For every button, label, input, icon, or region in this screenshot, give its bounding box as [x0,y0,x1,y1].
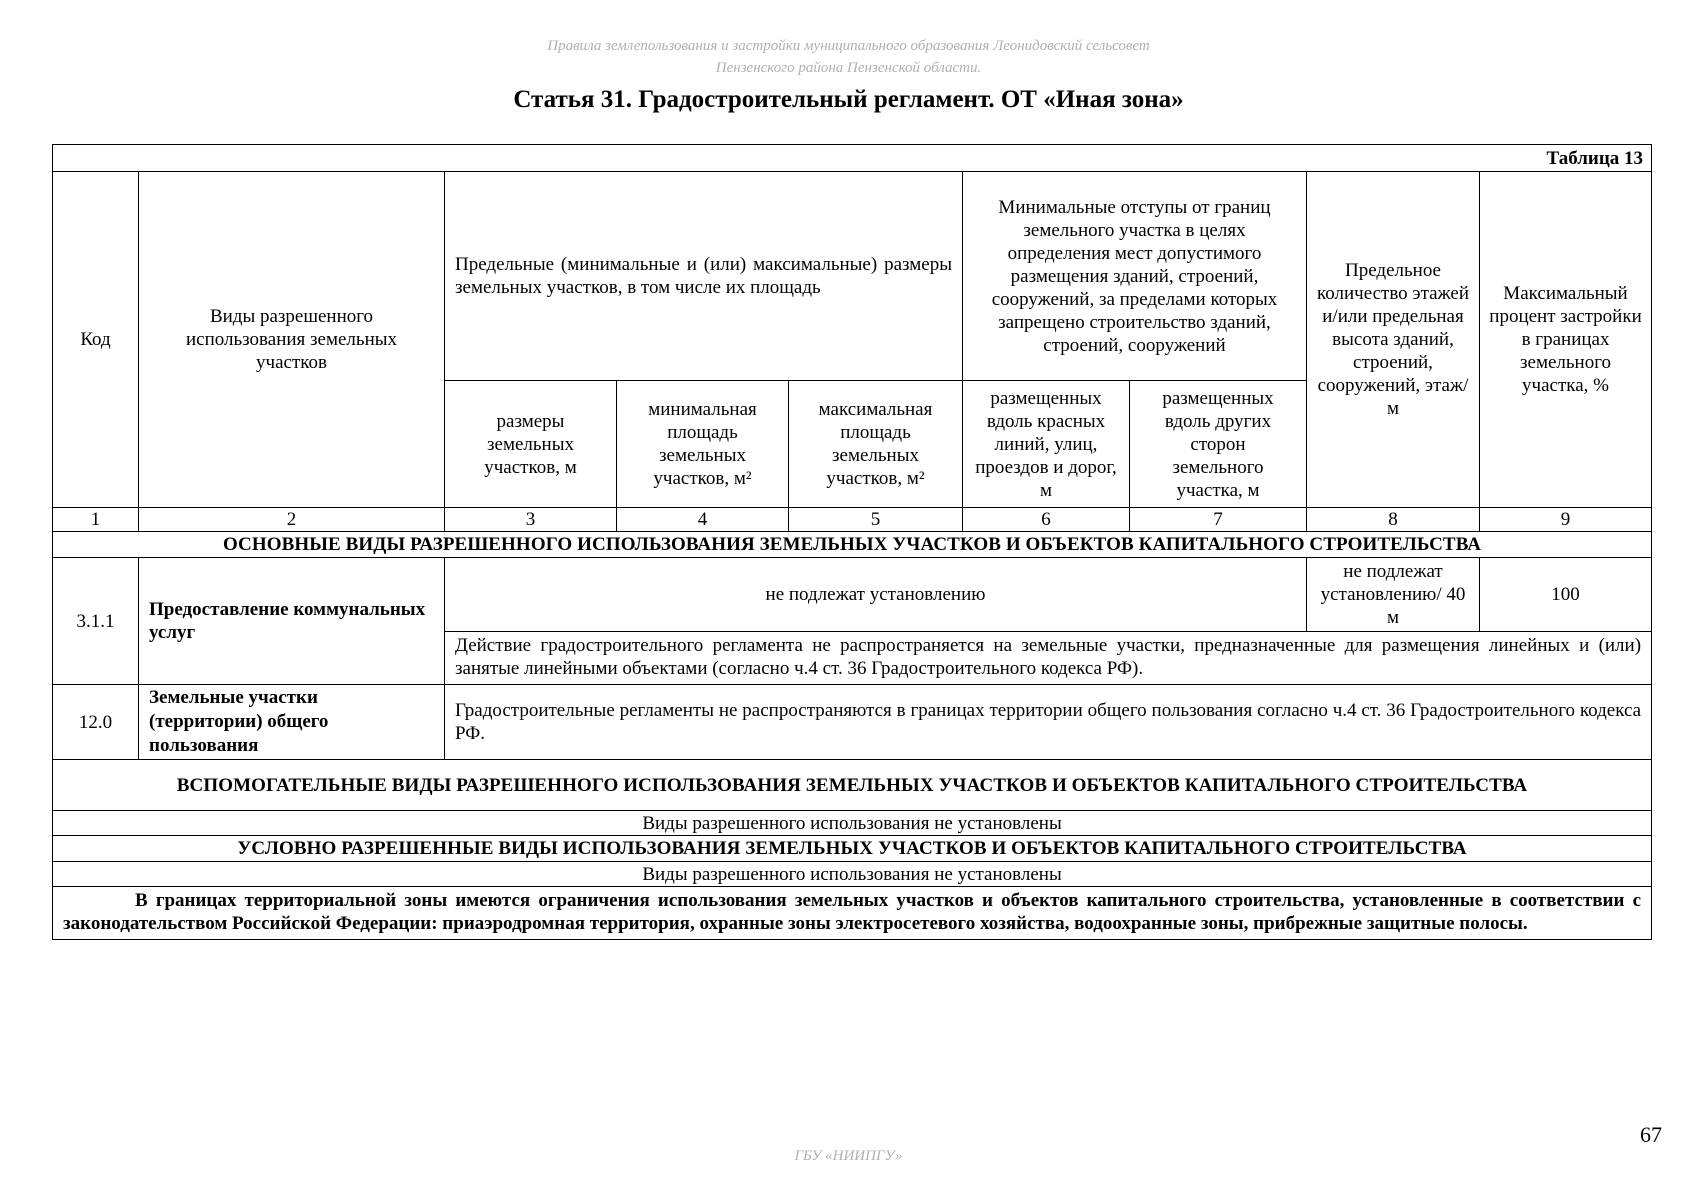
header-sub-max-area: максимальная площадь земельных участков, м² [789,381,963,508]
table-row [53,685,1652,760]
col-number: 9 [1480,508,1652,532]
table-number: Таблица 13 [53,145,1652,172]
row-percent: 100 [1480,558,1652,632]
col-number: 5 [789,508,963,532]
section-cond-heading: УСЛОВНО РАЗРЕШЕННЫЕ ВИДЫ ИСПОЛЬЗОВАНИЯ ЗЕМЕЛЬНЫХ УЧАСТКОВ И ОБЪЕКТОВ КАПИТАЛЬНОГО СТРОИТЕЛЬСТВА [53,836,1652,862]
section-aux-heading: ВСПОМОГАТЕЛЬНЫЕ ВИДЫ РАЗРЕШЕННОГО ИСПОЛЬЗОВАНИЯ ЗЕМЕЛЬНЫХ УЧАСТКОВ И ОБЪЕКТОВ КАПИТАЛЬНОГО СТРОИТЕЛЬСТВА [53,760,1652,811]
running-header-line1: Правила землепользования и застройки муниципального образования Леонидовский сельсовет [547,38,1150,54]
table-row [53,558,1652,632]
row-use-name: Предоставление коммунальных услуг [139,558,445,685]
col-number: 3 [445,508,617,532]
header-sub-min-area: минимальная площадь земельных участков, м² [617,381,789,508]
restrictions-text: В границах территориальной зоны имеются ограничения использования земельных участков и объектов капитального строительства, установленные в соответствии с законодательством Российской Федерации: приаэродромная территория, охранные зоны электросетевого хозяйства, водоохранные зоны, прибрежные защитные полосы. [63,890,1642,934]
row-params: не подлежат установлению [445,558,1307,632]
header-max-percent: Максимальный процент застройки в границах земельного участка, % [1480,172,1652,508]
row-code: 3.1.1 [53,558,139,685]
col-number: 2 [139,508,445,532]
section-main-heading: ОСНОВНЫЕ ВИДЫ РАЗРЕШЕННОГО ИСПОЛЬЗОВАНИЯ ЗЕМЕЛЬНЫХ УЧАСТКОВ И ОБЪЕКТОВ КАПИТАЛЬНОГО СТРОИТЕЛЬСТВА [53,532,1652,558]
page-number: 67 [1640,1122,1662,1147]
row-note: Градостроительные регламенты не распространяются в границах территории общего пользования согласно ч.4 ст. 36 Градостроительного кодекса РФ. [445,685,1652,760]
col-number: 4 [617,508,789,532]
column-numbers-row [53,508,1652,532]
regulation-table [52,144,1652,940]
row-use-name: Земельные участки (территории) общего пользования [139,685,445,760]
header-sub-red-lines: размещенных вдоль красных линий, улиц, проездов и дорог, м [963,381,1130,508]
header-sub-sizes: размеры земельных участков, м [445,381,617,508]
header-floors: Предельное количество этажей и/или предельная высота зданий, строений, сооружений, этаж/м [1307,172,1480,508]
running-header-line2: Пензенского района Пензенской области. [715,60,982,76]
page-footer: ГБУ «НИИПГУ» [794,1148,903,1164]
row-code: 12.0 [53,685,139,760]
row-note: Действие градостроительного регламента не распространяется на земельные участки, предназначенные для размещения линейных и (или) занятые линейными объектами (согласно ч.4 ст. 36 Градостроительного кодекса РФ). [445,632,1652,685]
page-title: Статья 31. Градостроительный регламент. ОТ «Иная зона» [513,86,1184,113]
row-floors: не подлежат установлению/ 40 м [1307,558,1480,632]
col-number: 6 [963,508,1130,532]
section-aux-text: Виды разрешенного использования не установлены [53,811,1652,836]
header-use-types: Виды разрешенного использования земельных участков [139,172,445,508]
header-setbacks-group: Минимальные отступы от границ земельного участка в целях определения мест допустимого размещения зданий, строений, сооружений, за пределами которых запрещено строительство зданий, строений, сооружений [963,172,1307,381]
header-sub-other-sides: размещенных вдоль других сторон земельного участка, м [1130,381,1307,508]
header-code: Код [53,172,139,508]
col-number: 7 [1130,508,1307,532]
col-number: 1 [53,508,139,532]
restrictions-note [53,887,1652,940]
header-sizes-group: Предельные (минимальные и (или) максимальные) размеры земельных участков, в том числе их площадь [445,172,963,381]
section-cond-text: Виды разрешенного использования не установлены [53,862,1652,887]
col-number: 8 [1307,508,1480,532]
